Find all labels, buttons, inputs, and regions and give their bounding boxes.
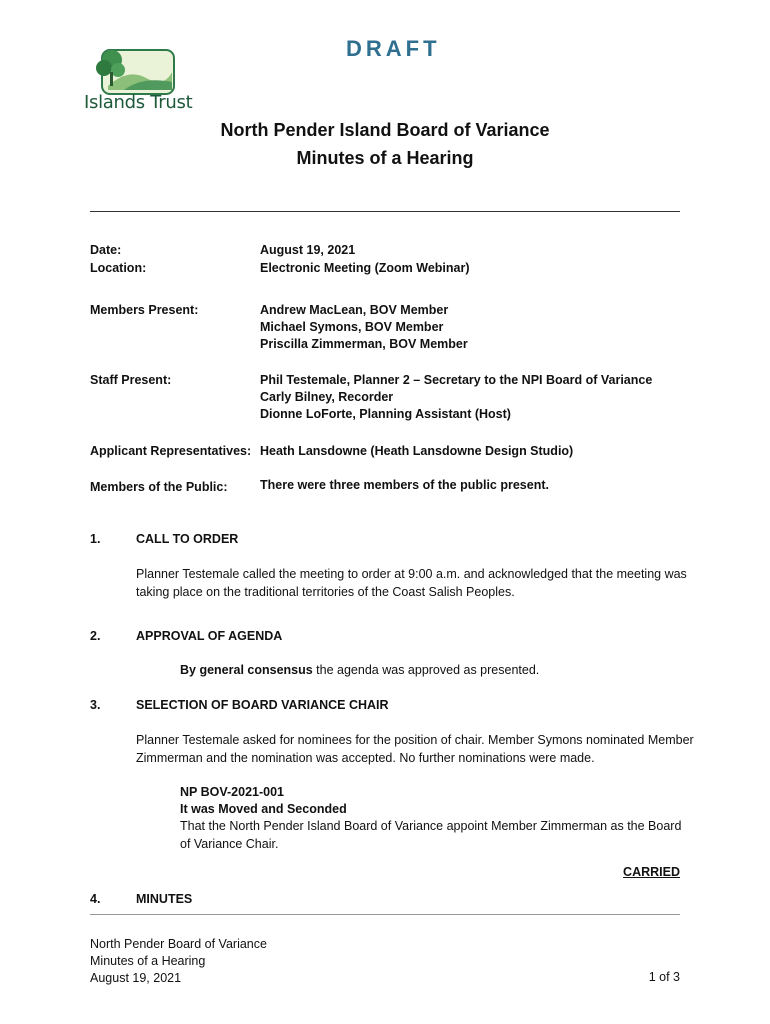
location-value: Electronic Meeting (Zoom Webinar) (260, 261, 470, 275)
footer-line: Minutes of a Hearing (90, 954, 206, 968)
member-item: Michael Symons, BOV Member (260, 320, 444, 334)
draft-watermark: DRAFT (346, 36, 441, 61)
footer-line: North Pender Board of Variance (90, 937, 267, 951)
members-label: Members Present: (90, 303, 199, 317)
moved-and-seconded: It was Moved and Seconded (180, 802, 347, 816)
staff-label: Staff Present: (90, 373, 172, 387)
section-number: 1. (90, 532, 101, 546)
section-heading-approval-of-agenda: APPROVAL OF AGENDA (136, 629, 283, 643)
location-label: Location: (90, 261, 147, 275)
section-heading-selection-of-chair: SELECTION OF BOARD VARIANCE CHAIR (136, 698, 389, 712)
applicant-value: Heath Lansdowne (Heath Lansdowne Design Studio) (260, 444, 574, 458)
date-label: Date: (90, 243, 122, 257)
agenda-resolution (180, 662, 539, 680)
consensus-phrase: By general consensus (180, 663, 313, 677)
staff-item: Dionne LoForte, Planning Assistant (Host) (260, 407, 511, 421)
date-value: August 19, 2021 (260, 243, 356, 257)
section-number: 3. (90, 698, 101, 712)
motion-text: That the North Pender Island Board of Variance appoint Member Zimmerman as the Board of Variance Chair. (180, 819, 682, 851)
document-subtitle: Minutes of a Hearing (296, 148, 474, 168)
member-item: Priscilla Zimmerman, BOV Member (260, 337, 468, 351)
page-number: 1 of 3 (648, 970, 680, 984)
header-divider (90, 211, 680, 212)
carried-label: CARRIED (623, 865, 680, 879)
footer-date: August 19, 2021 (90, 971, 182, 985)
section-body: Planner Testemale called the meeting to order at 9:00 a.m. and acknowledged that the meeting was taking place on the traditional territories of the Coast Salish Peoples. (136, 567, 687, 599)
section-number: 4. (90, 892, 101, 906)
staff-item: Phil Testemale, Planner 2 – Secretary to the NPI Board of Variance (260, 373, 653, 387)
document-title: North Pender Island Board of Variance (220, 120, 550, 140)
public-label: Members of the Public: (90, 480, 228, 494)
section-body: Planner Testemale asked for nominees for the position of chair. Member Symons nominated Member Zimmerman and the nomination was accepted. No further nominations were made. (136, 733, 694, 765)
motion-id: NP BOV-2021-001 (180, 785, 284, 799)
footer-divider (90, 914, 680, 915)
applicant-label: Applicant Representatives: (90, 444, 252, 458)
member-item: Andrew MacLean, BOV Member (260, 303, 449, 317)
section-heading-minutes: MINUTES (136, 892, 193, 906)
staff-item: Carly Bilney, Recorder (260, 390, 394, 404)
section-number: 2. (90, 629, 101, 643)
consensus-rest: the agenda was approved as presented. (312, 663, 540, 677)
logo-text: Islands Trust (84, 92, 193, 113)
public-value: There were three members of the public present. (260, 478, 549, 492)
section-heading-call-to-order: CALL TO ORDER (136, 532, 239, 546)
